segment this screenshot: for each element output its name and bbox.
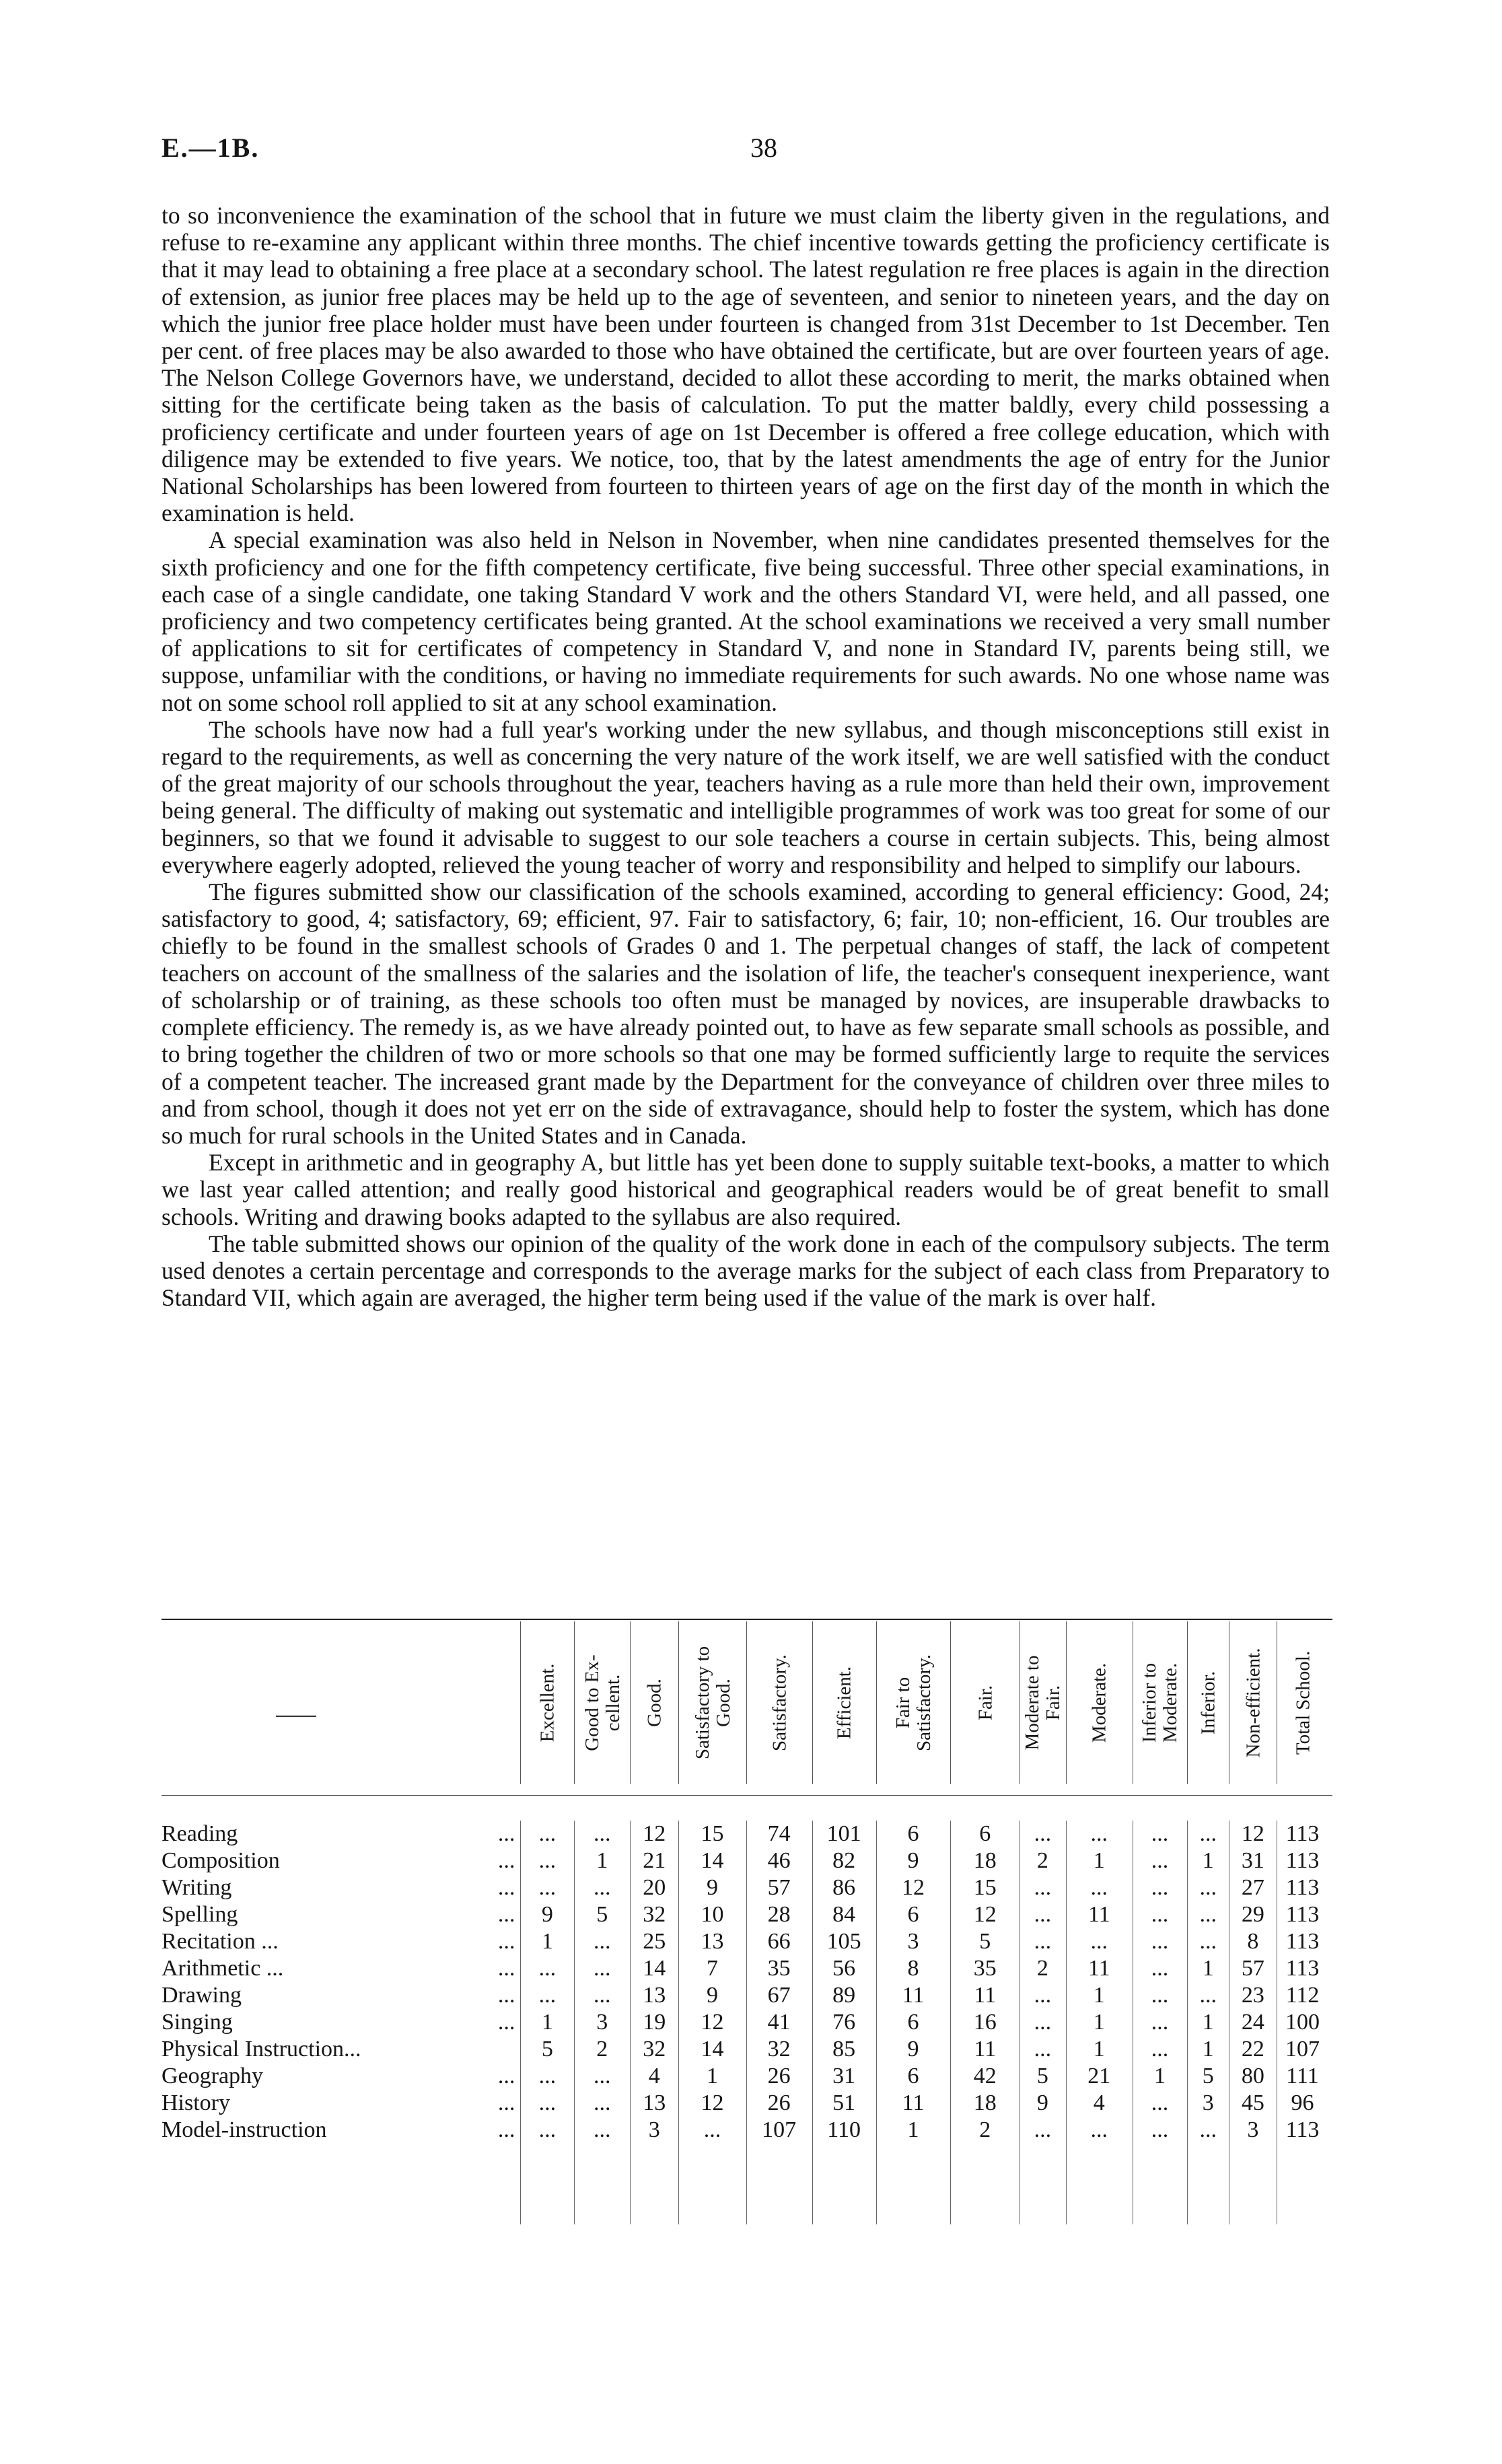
table-cell: ... xyxy=(538,1821,557,1846)
table-cell: 3 xyxy=(648,2117,660,2142)
subject-name: Geography xyxy=(162,2064,264,2088)
subject-name: Spelling xyxy=(162,1902,238,1927)
table-cell: 80 xyxy=(1241,2064,1264,2088)
table-cell: ... xyxy=(593,1956,611,1981)
table-cell: 112 xyxy=(1285,1983,1320,2008)
subject-name: Drawing xyxy=(162,1983,242,2008)
table-cell: 113 xyxy=(1285,2117,1320,2142)
table-cell: ... xyxy=(1151,1956,1169,1981)
table-cell: 86 xyxy=(832,1875,856,1900)
table-cell: 2 xyxy=(979,2117,991,2142)
table-cell: ... xyxy=(538,1875,557,1900)
table-cell: 41 xyxy=(767,2010,791,2035)
table-cell: ... xyxy=(1151,1983,1169,2008)
table-cell: ... xyxy=(538,1983,557,2008)
table-cell: 3 xyxy=(1247,2117,1259,2142)
table-cell: 74 xyxy=(767,1821,791,1846)
column-rule xyxy=(876,1821,877,2224)
table-cell: 9 xyxy=(541,1902,553,1927)
column-header xyxy=(630,1621,679,1784)
subject-name: Singing xyxy=(162,2010,233,2035)
table-cell: 28 xyxy=(767,1902,791,1927)
column-header xyxy=(746,1621,813,1784)
table-cell: 1 xyxy=(1093,1983,1105,2008)
paragraph: Except in arithmetic and in geography A, but little has yet been done to supply suitable text-books, a matter to which we last year called attention; and really good historical and geographical readers would be of great benefit to small schools. Writing and drawing books adapted to the syllabus are also required. xyxy=(162,1149,1330,1230)
leader-dots: ... xyxy=(497,1821,515,1846)
table-cell: 82 xyxy=(832,1848,856,1873)
table-cell: ... xyxy=(593,1983,611,2008)
table-cell: 1 xyxy=(907,2117,919,2142)
table-cell: 1 xyxy=(541,1929,553,1954)
column-header xyxy=(1187,1621,1229,1784)
table-cell: 8 xyxy=(1247,1929,1259,1954)
table-cell: 113 xyxy=(1285,1929,1320,1954)
table-cell: 11 xyxy=(974,1983,997,2008)
table-cell: ... xyxy=(1034,1902,1052,1927)
table-cell: 19 xyxy=(643,2010,666,2035)
table-cell: 107 xyxy=(1285,2037,1320,2062)
table-cell: 11 xyxy=(902,1983,925,2008)
column-rule xyxy=(950,1821,951,2224)
table-cell: 18 xyxy=(973,1848,997,1873)
table-cell: 67 xyxy=(767,1983,791,2008)
table-row xyxy=(162,1955,1332,1982)
leader-dots: ... xyxy=(497,2090,515,2115)
table-cell: 32 xyxy=(767,2037,791,2062)
table-cell: 1 xyxy=(1202,1848,1214,1873)
table-cell: 9 xyxy=(907,1848,919,1873)
table-cell: 96 xyxy=(1291,2090,1314,2115)
table-cell: 12 xyxy=(643,1821,666,1846)
column-header-label: Satisfactory to Good. xyxy=(691,1646,734,1760)
column-header xyxy=(1066,1621,1133,1784)
table-cell: ... xyxy=(593,1929,611,1954)
column-header-label: Good to Ex- cellent. xyxy=(581,1654,624,1751)
column-header-label: Good. xyxy=(643,1679,666,1727)
column-rule xyxy=(1187,1821,1188,2224)
table-cell: ... xyxy=(1090,1929,1108,1954)
table-cell: 13 xyxy=(643,2090,666,2115)
table-cell: 24 xyxy=(1241,2010,1264,2035)
column-header xyxy=(1229,1621,1277,1784)
table-cell: 76 xyxy=(832,2010,856,2035)
column-header-label: Moderate. xyxy=(1088,1662,1110,1743)
table-cell: 10 xyxy=(701,1902,724,1927)
subject-name: Composition xyxy=(162,1848,280,1873)
table-cell: 1 xyxy=(1093,1848,1105,1873)
table-cell: 16 xyxy=(973,2010,997,2035)
table-cell: ... xyxy=(1151,2010,1169,2035)
column-header xyxy=(812,1621,877,1784)
table-cell: ... xyxy=(593,1821,611,1846)
table-cell: 113 xyxy=(1285,1902,1320,1927)
table-cell: 100 xyxy=(1285,2010,1320,2035)
table-cell: 21 xyxy=(1087,2064,1111,2088)
table-cell: ... xyxy=(1199,1983,1217,2008)
column-header-label: Excellent. xyxy=(536,1663,559,1743)
table-cell: 4 xyxy=(648,2064,660,2088)
table-cell: 12 xyxy=(701,2090,724,2115)
table-row xyxy=(162,1982,1332,2009)
table-cell: 113 xyxy=(1285,1848,1320,1873)
table-cell: 9 xyxy=(1036,2090,1048,2115)
table-cell: 23 xyxy=(1241,1983,1264,2008)
table-cell: ... xyxy=(538,1848,557,1873)
column-header xyxy=(574,1621,631,1784)
table-cell: 9 xyxy=(707,1875,719,1900)
table-cell: 113 xyxy=(1285,1956,1320,1981)
table-cell: 46 xyxy=(767,1848,791,1873)
leader-dots: ... xyxy=(497,2117,515,2142)
table-cell: ... xyxy=(1151,2037,1169,2062)
table-cell: 6 xyxy=(907,1902,919,1927)
table-cell: 1 xyxy=(1202,2010,1214,2035)
table-cell: 31 xyxy=(1241,1848,1264,1873)
table-cell: ... xyxy=(593,1875,611,1900)
column-header xyxy=(876,1621,951,1784)
table-cell: 14 xyxy=(701,1848,724,1873)
column-header xyxy=(520,1621,575,1784)
corner-dash xyxy=(276,1716,316,1717)
table-cell: 8 xyxy=(907,1956,919,1981)
table-cell: 56 xyxy=(832,1956,856,1981)
table-cell: 15 xyxy=(973,1875,997,1900)
table-cell: 1 xyxy=(1202,1956,1214,1981)
table-cell: 51 xyxy=(832,2090,856,2115)
column-rule xyxy=(746,1821,747,2224)
column-header-label: Inferior to Moderate. xyxy=(1139,1662,1182,1743)
table-cell: ... xyxy=(1151,1848,1169,1873)
table-cell: ... xyxy=(1034,2010,1052,2035)
table-cell: 35 xyxy=(973,1956,997,1981)
table-cell: ... xyxy=(1034,1983,1052,2008)
table-cell: 113 xyxy=(1285,1875,1320,1900)
column-header-label: Fair. xyxy=(974,1685,997,1721)
table-cell: 14 xyxy=(643,1956,666,1981)
page-number: 38 xyxy=(750,133,777,163)
table-cell: 105 xyxy=(826,1929,861,1954)
column-header xyxy=(1133,1621,1188,1784)
table-cell: ... xyxy=(1090,1821,1108,1846)
subject-name: History xyxy=(162,2090,230,2115)
table-cell: ... xyxy=(1199,1902,1217,1927)
table-cell: 89 xyxy=(832,1983,856,2008)
table-cell: 113 xyxy=(1285,1821,1320,1846)
leader-dots: ... xyxy=(497,2064,515,2088)
table-cell: 11 xyxy=(974,2037,997,2062)
table-cell: 85 xyxy=(832,2037,856,2062)
table-cell: 57 xyxy=(767,1875,791,1900)
table-cell: ... xyxy=(1034,2037,1052,2062)
paragraph: The figures submitted show our classification of the schools examined, according to general efficiency: Good, 24; satisfactory to good, 4; satisfactory, 69; efficient, 97. Fair to satisfactory, 6; fair, 10; non-efficient, 16. Our troubles are chiefly to be found in the smallest schools of Grades 0 and 1. The perpetual changes of staff, the lack of competent teachers on account of the smallness of the salaries and the isolation of life, the teacher's consequent inexperience, want of scholarship or of training, as these schools too often must be managed by novices, are insuperable drawbacks to complete efficiency. The remedy is, as we have already pointed out, to have as few separate small schools as possible, and to bring together the children of two or more schools so that one may be formed sufficiently large to requite the services of a competent teacher. The increased grant made by the Department for the conveyance of children over three miles to and from school, though it does not yet err on the side of extravagance, should help to foster the system, which has done so much for rural schools in the United States and in Canada. xyxy=(162,878,1330,1149)
table-cell: 14 xyxy=(701,2037,724,2062)
table-row xyxy=(162,1901,1332,1928)
body-text xyxy=(162,202,1330,1311)
paragraph: The schools have now had a full year's working under the new syllabus, and though misconceptions still exist in regard to the requirements, as well as concerning the very nature of the work itself, we are well satisfied with the conduct of the great majority of our schools throughout the year, teachers having as a rule more than held their own, improvement being general. The difficulty of making out systematic and intelligible programmes of work was too great for some of our beginners, so that we found it advisable to suggest to our sole teachers a course in certain subjects. This, being almost everywhere eagerly adopted, relieved the young teacher of worry and responsibility and helped to simplify our labours. xyxy=(162,715,1330,878)
column-rule xyxy=(630,1821,631,2224)
table-cell: 1 xyxy=(541,2010,553,2035)
column-rule xyxy=(574,1821,575,2224)
column-rule xyxy=(678,1821,679,2224)
table-cell: 25 xyxy=(643,1929,666,1954)
column-header-label: Inferior. xyxy=(1197,1670,1219,1735)
table-cell: ... xyxy=(1199,1821,1217,1846)
column-header-label: Total School. xyxy=(1292,1650,1314,1755)
table-row xyxy=(162,1874,1332,1901)
table-cell: ... xyxy=(538,2064,557,2088)
table-cell: 7 xyxy=(707,1956,719,1981)
table-cell: 18 xyxy=(973,2090,997,2115)
table-cell: ... xyxy=(1151,1875,1169,1900)
column-rule xyxy=(520,1821,521,2224)
column-rule xyxy=(812,1821,813,2224)
table-cell: ... xyxy=(1034,1821,1052,1846)
table-cell: ... xyxy=(1034,1875,1052,1900)
column-header-label: Fair to Satisfactory. xyxy=(892,1654,935,1751)
table-cell: 5 xyxy=(979,1929,991,1954)
table-row xyxy=(162,1847,1332,1874)
page-header xyxy=(162,132,1332,172)
table-cell: 32 xyxy=(643,2037,666,2062)
table-cell: 20 xyxy=(643,1875,666,1900)
table-cell: 6 xyxy=(907,1821,919,1846)
table-cell: ... xyxy=(1151,2090,1169,2115)
table-cell: ... xyxy=(538,1956,557,1981)
table-cell: 13 xyxy=(701,1929,724,1954)
table-cell: ... xyxy=(1151,2117,1169,2142)
table-cell: 3 xyxy=(1202,2090,1214,2115)
table-cell: ... xyxy=(1199,2117,1217,2142)
table-cell: ... xyxy=(593,2090,611,2115)
table-cell: ... xyxy=(1151,1902,1169,1927)
table-cell: 6 xyxy=(907,2010,919,2035)
table-cell: ... xyxy=(538,2090,557,2115)
table-cell: 2 xyxy=(596,2037,608,2062)
table-cell: 45 xyxy=(1241,2090,1264,2115)
table-cell: 66 xyxy=(767,1929,791,1954)
table-cell: 1 xyxy=(1202,2037,1214,2062)
table-row xyxy=(162,2090,1332,2117)
table-cell: 22 xyxy=(1241,2037,1264,2062)
paragraph: A special examination was also held in Nelson in November, when nine candidates presented themselves for the sixth proficiency and one for the fifth competency certificate, five being successful. Three other special examinations, in each case of a single candidate, one taking Standard V work and the others Standard VI, were held, and all passed, one proficiency and two competency certificates being granted. At the school examinations we received a very small number of applications to sit for certificates of competency in Standard V, and none in Standard IV, parents being still, we suppose, unfamiliar with the conditions, or having no immediate requirements for such awards. No one whose name was not on some school roll applied to sit at any school examination. xyxy=(162,526,1330,716)
subject-name: Writing xyxy=(162,1875,232,1900)
table-top-rule xyxy=(162,1619,1332,1620)
table-cell: 57 xyxy=(1241,1956,1264,1981)
table-row xyxy=(162,1928,1332,1955)
table-cell: 21 xyxy=(643,1848,666,1873)
document-code: E.—1B. xyxy=(162,133,260,163)
table-row xyxy=(162,2036,1332,2063)
table-cell: ... xyxy=(1034,2117,1052,2142)
table-cell: 1 xyxy=(1153,2064,1166,2088)
table-cell: 4 xyxy=(1093,2090,1105,2115)
table-cell: 6 xyxy=(907,2064,919,2088)
table-cell: 5 xyxy=(541,2037,553,2062)
table-cell: 110 xyxy=(827,2117,861,2142)
table-cell: ... xyxy=(593,2064,611,2088)
table-cell: ... xyxy=(1090,2117,1108,2142)
table-cell: 5 xyxy=(596,1902,608,1927)
table-cell: 2 xyxy=(1036,1956,1048,1981)
table-cell: 84 xyxy=(832,1902,856,1927)
leader-dots: ... xyxy=(497,1902,515,1927)
table-cell: 3 xyxy=(907,1929,919,1954)
table-cell: 29 xyxy=(1241,1902,1264,1927)
table-cell: 26 xyxy=(767,2064,791,2088)
table-cell: 11 xyxy=(1087,1902,1110,1927)
paragraph: The table submitted shows our opinion of the quality of the work done in each of the compulsory subjects. The term used denotes a certain percentage and corresponds to the average marks for the subject of each class from Preparatory to Standard VII, which again are averaged, the higher term being used if the value of the mark is over half. xyxy=(162,1230,1330,1312)
subject-name: Model-instruction xyxy=(162,2117,327,2142)
table-cell: 1 xyxy=(1093,2010,1105,2035)
table-cell: 12 xyxy=(902,1875,925,1900)
column-header xyxy=(1277,1621,1328,1784)
leader-dots: ... xyxy=(497,1983,515,2008)
column-rule xyxy=(1066,1821,1067,2224)
leader-dots: ... xyxy=(497,1929,515,1954)
column-header xyxy=(1020,1621,1067,1784)
table-cell: 3 xyxy=(596,2010,608,2035)
table-cell: 42 xyxy=(973,2064,997,2088)
table-cell: ... xyxy=(1090,1875,1108,1900)
table-cell: 31 xyxy=(832,2064,856,2088)
column-header-label: Non-efficient. xyxy=(1242,1648,1264,1758)
table-cell: 12 xyxy=(701,2010,724,2035)
table-cell: 13 xyxy=(643,1983,666,2008)
leader-dots: ... xyxy=(497,1875,515,1900)
table-cell: 6 xyxy=(979,1821,991,1846)
table-row xyxy=(162,2009,1332,2036)
subject-name: Arithmetic ... xyxy=(162,1956,284,1981)
subject-name: Recitation ... xyxy=(162,1929,279,1954)
table-row xyxy=(162,2063,1332,2090)
subject-name: Physical Instruction... xyxy=(162,2037,361,2062)
leader-dots: ... xyxy=(497,1956,515,1981)
table-cell: 12 xyxy=(1241,1821,1264,1846)
leader-dots: ... xyxy=(497,1848,515,1873)
column-header xyxy=(678,1621,746,1784)
table-row xyxy=(162,2117,1332,2144)
table-cell: ... xyxy=(1151,1821,1169,1846)
column-header-label: Satisfactory. xyxy=(768,1654,791,1751)
table-cell: 9 xyxy=(707,1983,719,2008)
table-cell: 12 xyxy=(973,1902,997,1927)
table-cell: 35 xyxy=(767,1956,791,1981)
column-header-label: Efficient. xyxy=(833,1666,855,1740)
table-cell: 11 xyxy=(902,2090,925,2115)
table-header xyxy=(162,1621,1332,1784)
leader-dots: ... xyxy=(497,2010,515,2035)
table-cell: ... xyxy=(1199,1929,1217,1954)
table-cell: 1 xyxy=(1093,2037,1105,2062)
table-cell: 26 xyxy=(767,2090,791,2115)
table-cell: 1 xyxy=(596,1848,608,1873)
table-header-rule xyxy=(162,1795,1332,1796)
table-cell: ... xyxy=(538,2117,557,2142)
table-cell: ... xyxy=(593,2117,611,2142)
table-cell: 11 xyxy=(1087,1956,1110,1981)
table-cell: 111 xyxy=(1286,2064,1319,2088)
paragraph: to so inconvenience the examination of the school that in future we must claim the liberty given in the regulations, and refuse to re-examine any applicant within three months. The chief incentive towards getting the proficiency certificate is that it may lead to obtaining a free place at a secondary school. The latest regulation re free places is again in the direction of extension, as junior free places may be held up to the age of seventeen, and senior to nineteen years, and the day on which the junior free place holder must have been under fourteen is changed from 31st December to 1st December. Ten per cent. of free places may be also awarded to those who have obtained the certificate, but are over fourteen years of age. The Nelson College Governors have, we understand, decided to allot these according to merit, the marks obtained when sitting for the certificate being taken as the basis of calculation. To put the matter baldly, every child possessing a proficiency certificate and under fourteen years of age on 1st December is offered a free college education, which with diligence may be extended to five years. We notice, too, that by the latest amendments the age of entry for the Junior National Scholarships has been lowered from fourteen to thirteen years of age on the first day of the month in which the examination is held. xyxy=(162,202,1330,527)
table-cell: 101 xyxy=(826,1821,861,1846)
table-row xyxy=(162,1821,1332,1847)
table-cell: 5 xyxy=(1202,2064,1214,2088)
table-cell: ... xyxy=(703,2117,721,2142)
column-header xyxy=(950,1621,1020,1784)
table-cell: 1 xyxy=(707,2064,719,2088)
table-cell: 27 xyxy=(1241,1875,1264,1900)
table-cell: ... xyxy=(1034,1929,1052,1954)
subject-name: Reading xyxy=(162,1821,238,1846)
table-cell: ... xyxy=(1151,1929,1169,1954)
table-cell: 32 xyxy=(643,1902,666,1927)
column-header-label: Moderate to Fair. xyxy=(1022,1655,1065,1751)
table-cell: ... xyxy=(1199,1875,1217,1900)
table-cell: 5 xyxy=(1036,2064,1048,2088)
table-cell: 2 xyxy=(1036,1848,1048,1873)
table-cell: 15 xyxy=(701,1821,724,1846)
table-cell: 9 xyxy=(907,2037,919,2062)
table-cell: 107 xyxy=(762,2117,797,2142)
